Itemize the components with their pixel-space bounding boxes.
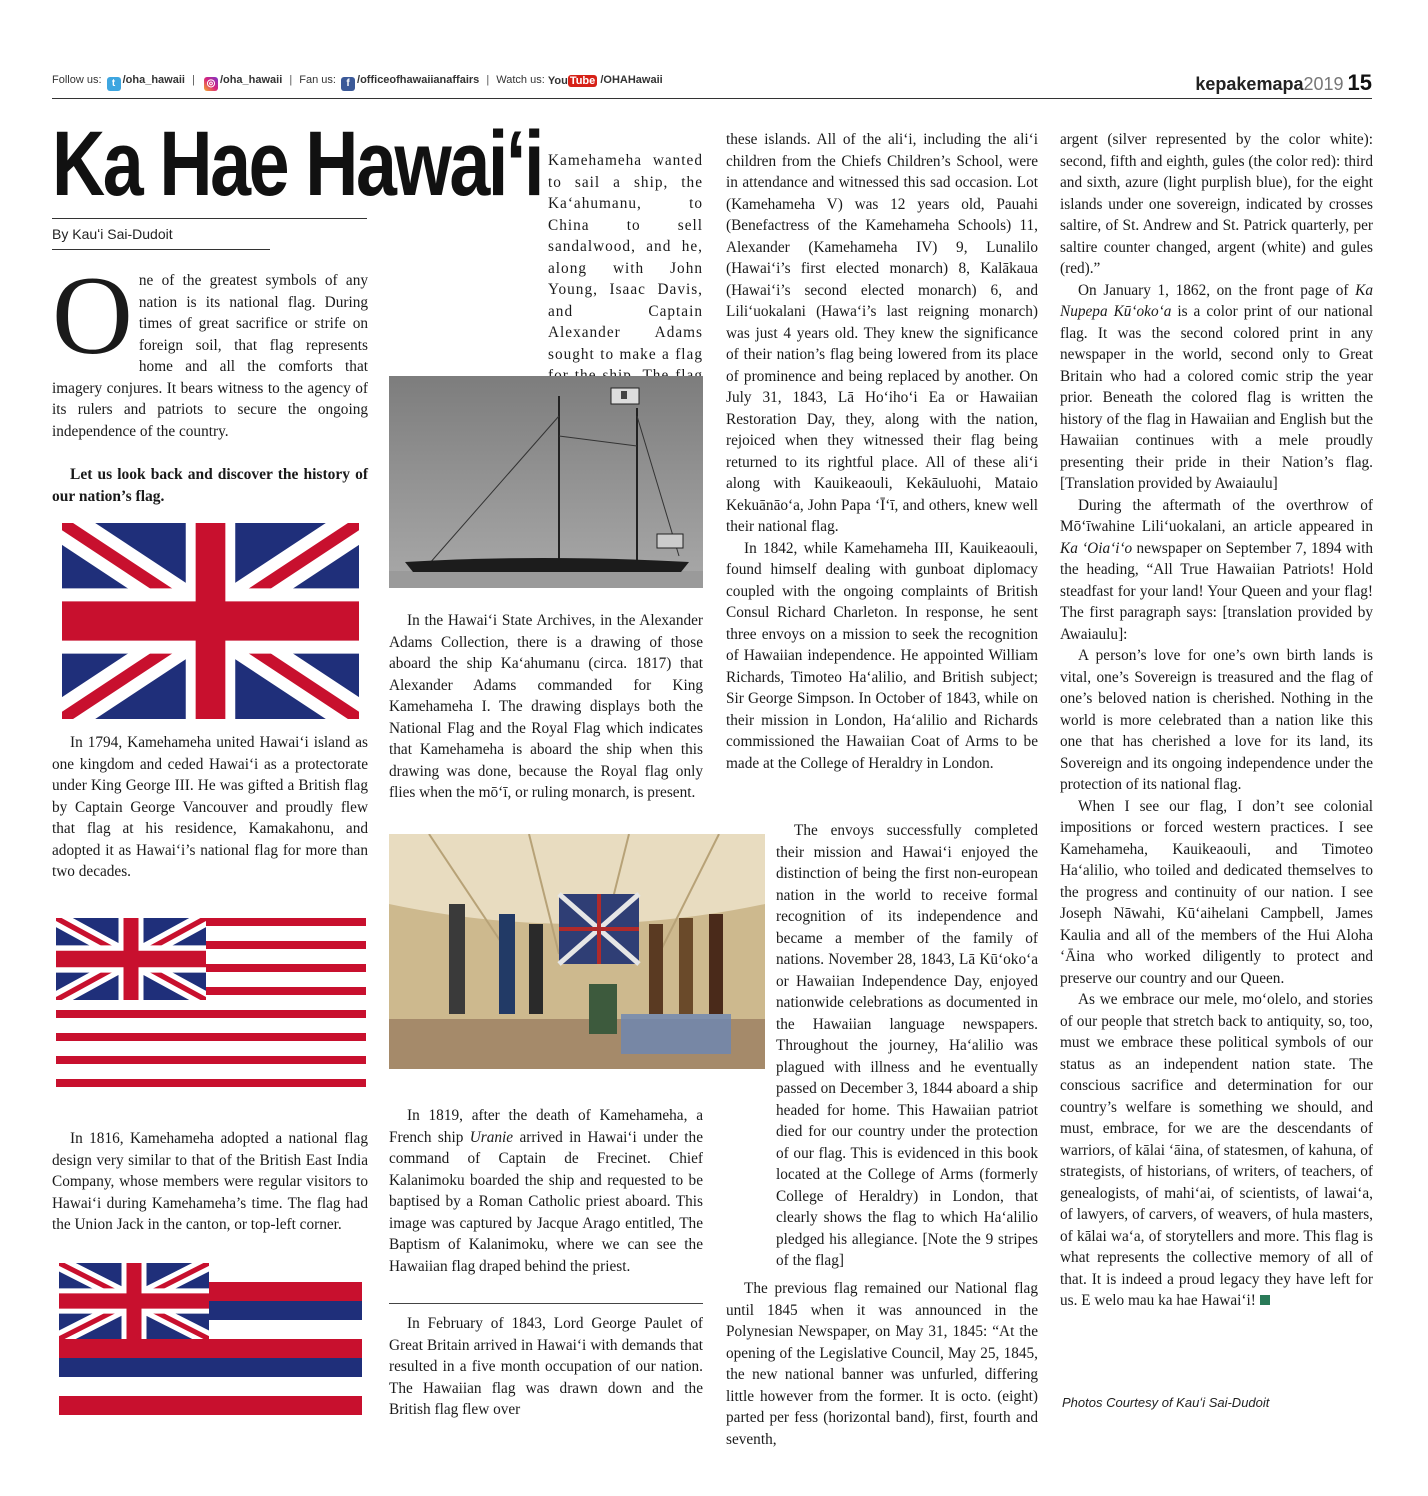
fan-label: Fan us:: [299, 74, 336, 86]
instagram-icon[interactable]: ◎: [204, 77, 218, 91]
paragraph-1845: The previous flag remained our National flag until 1845 when it was announced in the Polynesian Newspaper, on May 31, 1845: “At the opening of the Legislative Council, May 25, 1845, the new national banner was unfurled, differing little however from the former. It is octo. (eight) parted per fess (horizontal band), first, fourth and seventh,: [726, 1280, 1038, 1448]
youtube-handle[interactable]: /OHAHawaii: [600, 74, 663, 86]
twitter-icon[interactable]: t: [107, 77, 121, 91]
social-links: Follow us: t /oha_hawaii | ◎ /oha_hawaii | Fan us: f /officeofhawaiianaffairs | Watch us: You Tube /OHAHawaii: [52, 74, 663, 89]
hawaiian-flag-photo: [59, 1263, 362, 1415]
end-mark-icon: [1260, 1295, 1270, 1305]
baptism-painting-photo: [389, 834, 765, 1069]
issue-month: kepakemapa: [1195, 74, 1304, 94]
column2-divider: [389, 1303, 703, 1304]
watch-label: Watch us:: [496, 74, 545, 86]
twitter-handle[interactable]: /oha_hawaii: [122, 74, 185, 86]
paragraph-1794: In 1794, Kamehameha united Hawaiʻi island as one kingdom and ceded Hawaiʻi as a protectorate under King George III. He was gifted a British flag by Captain George Vancouver and proudly flew that flag at his residence, Kamakahonu, and adopted it as Hawaiʻi’s national flag for more than two decades.: [52, 734, 368, 880]
youtube-icon[interactable]: You Tube: [547, 75, 596, 87]
paragraph-1843: In February of 1843, Lord George Paulet of Great Britain arrived in Hawaiʻi with demands that resulted in a five month occupation of our nation. The Hawaiian flag was drawn down and the British flag flew over: [389, 1315, 703, 1418]
newspaper-name-1894: Ka ʻOiaʻiʻo: [1060, 539, 1133, 557]
header-rule: [52, 98, 1372, 99]
follow-label: Follow us:: [52, 74, 102, 86]
byline: By Kauʻi Sai-Dudoit: [52, 226, 173, 242]
page-number: 15: [1347, 70, 1372, 95]
article-title: Ka Hae Hawaiʻi: [52, 113, 543, 215]
union-jack-flag-photo: [62, 523, 359, 719]
byline-rule: [52, 249, 270, 250]
column4-text: argent (silver represented by the color white): second, fifth and eighth, gules (the color red): third and sixth, azure (light purplish blue), for the eight islands under one sovereign, indicated by crosses saltire, of St. Andrew and St. Patrick quarterly, per saltire counter changed, argent (white) and gules (red).” On January 1, 1862, on the front page of Ka Nupepa Kūʻokoʻa is a color print of our national flag. It was the second colored print in any newspaper in the world, second only to Great Britain who had a colored comic strip the year prior. Beneath the colored flag is written the history of the flag in Hawaiian and English but the Hawaiian continues with a mele proudly presenting their pride in their Nation’s flag. [Translation provided by Awaiaulu] During the aftermath of the overthrow of Mōʻīwahine Liliʻuokalani, an article appeared in Ka ʻOiaʻiʻo newspaper on September 7, 1894 with the heading, “All True Hawaiian Patriots! Hold steadfast for your land! Your Queen and your flag! The first paragraph says: [translation provided by Awaiaulu]: A person’s love for one’s own birth lands is vital, one’s Sovereign is treasured and the flag of one’s beloved nation is cherished. Nothing in the world is more celebrated than a nation like this one that has cherished a love for its land, its Sovereign and its ongoing independence under the protection of its national flag. When I see our flag, I don’t see colonial impositions or forced western practices. I see Kamehameha, Kauikeaouli, and Timoteo Haʻalilio, who toiled and dedicated themselves to the progress and continuity of our nation. I see Joseph Nāwahi, Kūʻaihelani Campbell, James Kaulia and all of the members of the Hui Aloha ʻĀina who worked diligently to protect and preserve our country and our Queen. As we embrace our mele, moʻolelo, and stories of our people that stretch back to antiquity, so, too, must we embrace these political symbols of our status as an independent nation state. The conscious sacrifice and determination for our country’s welfare is something we should, and must, embrace, for we are the descendants of warriors, of kālai ʻāina, of statesmen, of kahuna, of strategists, of historians, of writers, of teachers, of genealogists, of mahiʻai, of scientists, of lawaiʻa, of lawyers, of carvers, of weavers, of hula masters, of kālai waʻa, of storytellers and more. This flag is what represents the collective memory of all of that. It is indeed a proud legacy they have left for us. E welo mau ka hae Hawaiʻi!: [1060, 131, 1373, 1309]
instagram-handle[interactable]: /oha_hawaii: [219, 74, 283, 86]
drop-cap: O: [52, 254, 133, 378]
page-header: [52, 70, 1372, 96]
lead-paragraph: Let us look back and discover the history of our nation’s flag.: [52, 466, 368, 505]
archives-paragraph: In the Hawaiʻi State Archives, in the Alexander Adams Collection, there is a drawing of those aboard the ship Kaʻahumanu (circa. 1817) that Alexander Adams commanded for King Kamehameha I. The drawing displays both the National Flag and the Royal Flag which indicates that Kamehameha is aboard the ship when this drawing was done, because the Royal flag only flies when the mōʻī, or ruling monarch, is present.: [389, 612, 703, 801]
column2-opening: Kamehameha wanted to sail a ship, the Kaʻahumanu, to China to sell sandalwood, and he, along with John Young, Isaac Davis, and Captain Alexander Adams sought to make a flag: [548, 152, 703, 363]
envoys-paragraph-top: The envoys successfully completed their mission and Hawaiʻi enjoyed the distinction of being the first non-european nation in the world to receive formal recognition of its independence and became a member of the family of nations. November 28, 1843, Lā Kūʻokoʻa or Hawaiian Independence Day, enjoyed nationwide celebrations as documented in the Hawaiian language newspapers. Throughout the journey, Haʻalilio was plagued with illness and he eventually passed on December 3, 1844 aboard a ship headed for home. This Hawaiian patriot died for our country under the protection of our flag. This is evidenced in this book located at the College of Arms (formerly College of Heraldry) in London, that clearly shows the flag to which Haʻalilio pledged his allegiance. [Note the 9 stripes of the flag]: [776, 822, 1038, 1269]
ship-drawing-photo: [389, 376, 703, 588]
photo-credit: Photos Courtesy of Kauʻi Sai-Dudoit: [1062, 1395, 1270, 1410]
page-info: [1195, 70, 1372, 96]
ship-name: Uranie: [469, 1128, 514, 1146]
title-rule: [52, 218, 367, 219]
issue-year: 2019: [1303, 74, 1344, 94]
striped-union-flag-photo: [56, 918, 366, 1100]
paragraph-1819: In 1819, after the death of Kamehameha, a French ship Uranie arrived in Hawaiʻi under the command of Captain de Frecinet. Chief Kalanimoku boarded the ship and requested to be baptised by a Roman Catholic priest aboard. This image was captured by Jacque Arago entitled, The Baptism of Kalanimoku, where we can see the Hawaiian flag draped behind the priest.: [389, 1107, 703, 1275]
facebook-handle[interactable]: /officeofhawaiianaffairs: [357, 74, 480, 86]
facebook-icon[interactable]: f: [341, 77, 355, 91]
paragraph-1816: In 1816, Kamehameha adopted a national flag design very similar to that of the British East India Company, whose members were regular visitors to Hawaiʻi during Kamehameha’s time. The flag had the Union Jack in the canton, or top-left corner.: [52, 1130, 368, 1233]
intro-paragraph: One of the greatest symbols of any nation is its national flag. During times of great sacrifice or strife on foreign soil, that flag represents home and all the comforts that imagery conjures. It bears witness to the agency of its rulers and patriots to secure the ongoing independence of the country.: [52, 254, 368, 440]
newspaper-name-1862: Ka Nupepa Kūʻokoʻa: [1060, 281, 1373, 320]
column3-ali-i-paragraph: these islands. All of the aliʻi, including the aliʻi children from the Chiefs Children’s School, were in attendance and witnessed this sad occasion. Lot (Kamehameha V) was 12 years old, Pauahi (Benefactress of the Kamehameha Schools) 11, Alexander (Kamehameha IV) 9, Lunalilo (Hawaiʻi’s first elected monarch) 8, Kalākaua (Hawaiʻi’s second elected monarch) 6, and Liliʻuokalani (Hawaʻi’s last reigning monarch) was just 4 years old. They knew the significance of their nation’s flag being lowered from its place of prominence and being replaced by another. On July 31, 1843, Lā Hoʻihoʻi Ea or Hawaiian Restoration Day, they, along with the nation, rejoiced when they witnessed their flag being returned to its rightful place. All of these aliʻi along with Kauikeaouli, Kekāuluohi, Mataio Kekuānāoʻa, John Papa ʻĪʻī, and others, knew well their national flag. In 1842, while Kamehameha III, Kauikeaouli, found himself dealing with gunboat diplomacy coupled with the ongoing complaints of British Consul Richard Charleton. In response, he sent three envoys on a mission to seek the recognition of Hawaiian independence. He appointed William Richards, Timoteo Haʻalilio, and British subject; Sir George Simpson. In October of 1843, while on their mission in London, Haʻalilio and Richards commissioned the Hawaiian Coat of Arms to be made at the College of Heraldry in London.: [726, 131, 1038, 772]
